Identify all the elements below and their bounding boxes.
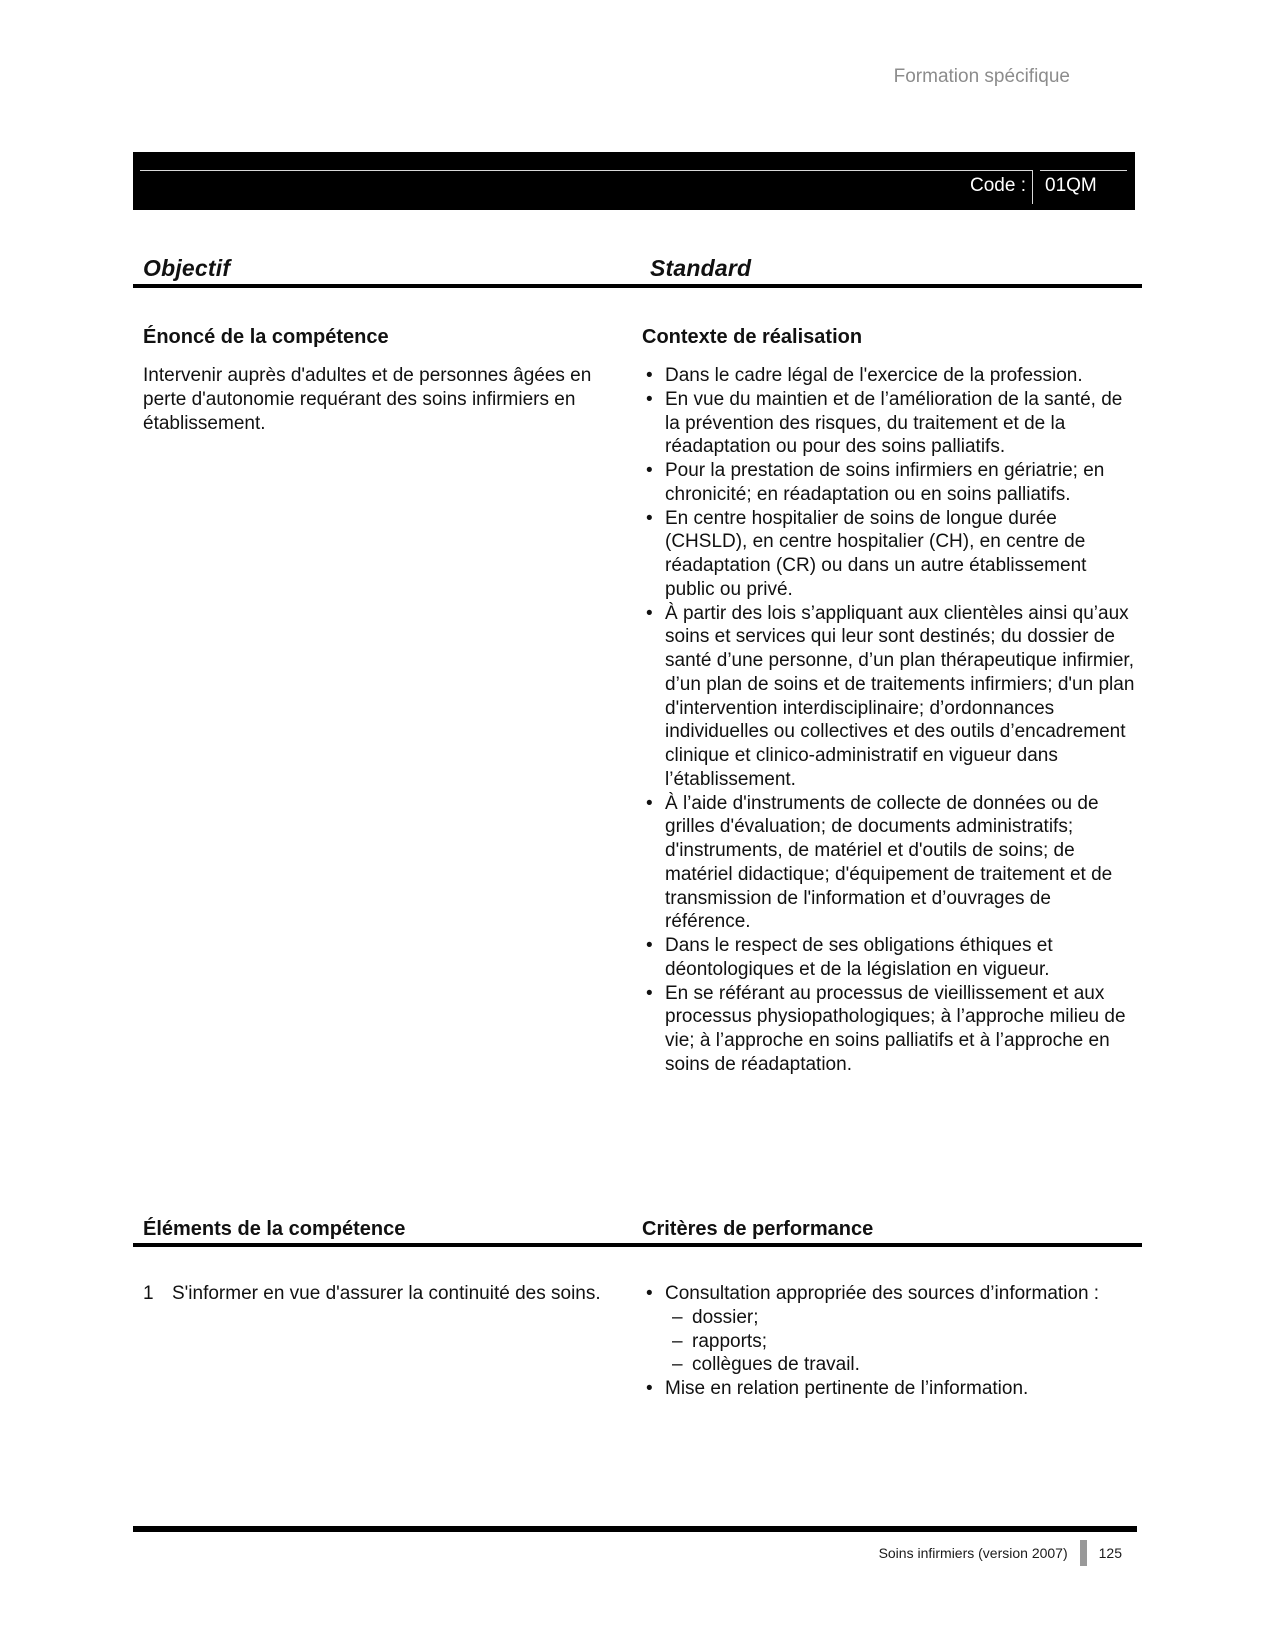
elements-heading: Éléments de la compétence xyxy=(143,1218,406,1240)
code-banner xyxy=(133,152,1135,210)
criterion-item xyxy=(642,1282,1139,1377)
criteria-right-column xyxy=(642,1282,1139,1401)
footer-rule xyxy=(133,1526,1137,1532)
section-rule-top xyxy=(133,284,1142,288)
criteria-list xyxy=(642,1282,1139,1401)
sub-criterion-item: – collègues de travail. xyxy=(665,1353,1139,1377)
footer xyxy=(133,1539,1137,1566)
criterion-item xyxy=(642,1377,1139,1401)
element-number: 1 xyxy=(143,1283,154,1304)
criterion-text: Consultation appropriée des sources d’information : xyxy=(665,1283,1100,1304)
competency-statement: Intervenir auprès d'adultes et de personnes âgées en perte d'autonomie requérant des soins infirmiers en établissement. xyxy=(143,365,592,434)
header-section-label: Formation spécifique xyxy=(893,66,1070,87)
code-label: Code : xyxy=(970,175,1026,196)
page-number: 125 xyxy=(1098,1544,1122,1561)
context-list-item: • À partir des lois s’appliquant aux clientèles ainsi qu’aux soins et services qui leur sont destinés; du dossier de santé d’une personne, d’un plan thérapeutique infirmier, d’un plan de soins et de traitements infirmiers; d'un plan d'intervention interdisciplinaire; d’ordonnances individuelles ou collectives et des outils d’encadrement clinique et clinico-administratif en vigueur dans l’établissement. xyxy=(642,602,1139,792)
criteres-heading: Critères de performance xyxy=(642,1218,874,1240)
sub-criterion-item: – rapports; xyxy=(665,1330,1139,1354)
column-title-objectif: Objectif xyxy=(143,255,231,281)
element-item xyxy=(143,1282,613,1306)
elements-left-column xyxy=(143,1282,613,1401)
criterion-text: Mise en relation pertinente de l’information. xyxy=(665,1378,1029,1399)
element-text: S'informer en vue d'assurer la continuité des soins. xyxy=(172,1283,601,1304)
competency-section xyxy=(143,326,1139,1077)
elements-section xyxy=(143,1282,1139,1401)
context-list-item: • Pour la prestation de soins infirmiers en gériatrie; en chronicité; en réadaptation ou en soins palliatifs. xyxy=(642,459,1139,507)
column-titles-row xyxy=(143,255,1139,282)
context-list-item: • Dans le respect de ses obligations éthiques et déontologiques et de la législation en vigueur. xyxy=(642,934,1139,982)
banner-code-divider xyxy=(1032,170,1033,204)
column-title-standard: Standard xyxy=(650,255,752,281)
competency-right-column xyxy=(642,326,1139,1077)
sub-criterion-item: – dossier; xyxy=(665,1306,1139,1330)
sub-criteria-list xyxy=(665,1306,1139,1377)
context-list-item: • En vue du maintien et de l’amélioration de la santé, de la prévention des risques, du traitement et de la réadaptation ou pour des soins palliatifs. xyxy=(642,388,1139,459)
banner-rule-left xyxy=(140,170,1032,171)
footer-source: Soins infirmiers (version 2007) xyxy=(878,1544,1068,1561)
code-value: 01QM xyxy=(1045,175,1097,196)
contexte-heading: Contexte de réalisation xyxy=(642,326,863,348)
banner-rule-right xyxy=(1040,170,1127,171)
section-rule-elements xyxy=(133,1243,1142,1247)
context-list-item: • À l’aide d'instruments de collecte de données ou de grilles d'évaluation; de documents administratifs; d'instruments, de matériel et d'outils de soins; de matériel didactique; d'équipement de traitement et de transmission de l'information et d’ouvrages de référence. xyxy=(642,792,1139,935)
elements-titles-row xyxy=(143,1218,1139,1241)
footer-divider xyxy=(1080,1540,1087,1566)
context-list xyxy=(642,364,1139,1077)
context-list-item: • En se référant au processus de vieillissement et aux processus physiopathologiques; à l’approche milieu de vie; à l’approche en soins palliatifs et à l’approche en soins de réadaptation. xyxy=(642,982,1139,1077)
context-list-item: • Dans le cadre légal de l'exercice de la profession. xyxy=(642,364,1139,388)
competency-left-column xyxy=(143,326,613,1077)
enonce-heading: Énoncé de la compétence xyxy=(143,326,389,348)
context-list-item: • En centre hospitalier de soins de longue durée (CHSLD), en centre hospitalier (CH), en centre de réadaptation (CR) ou dans un autre établissement public ou privé. xyxy=(642,507,1139,602)
